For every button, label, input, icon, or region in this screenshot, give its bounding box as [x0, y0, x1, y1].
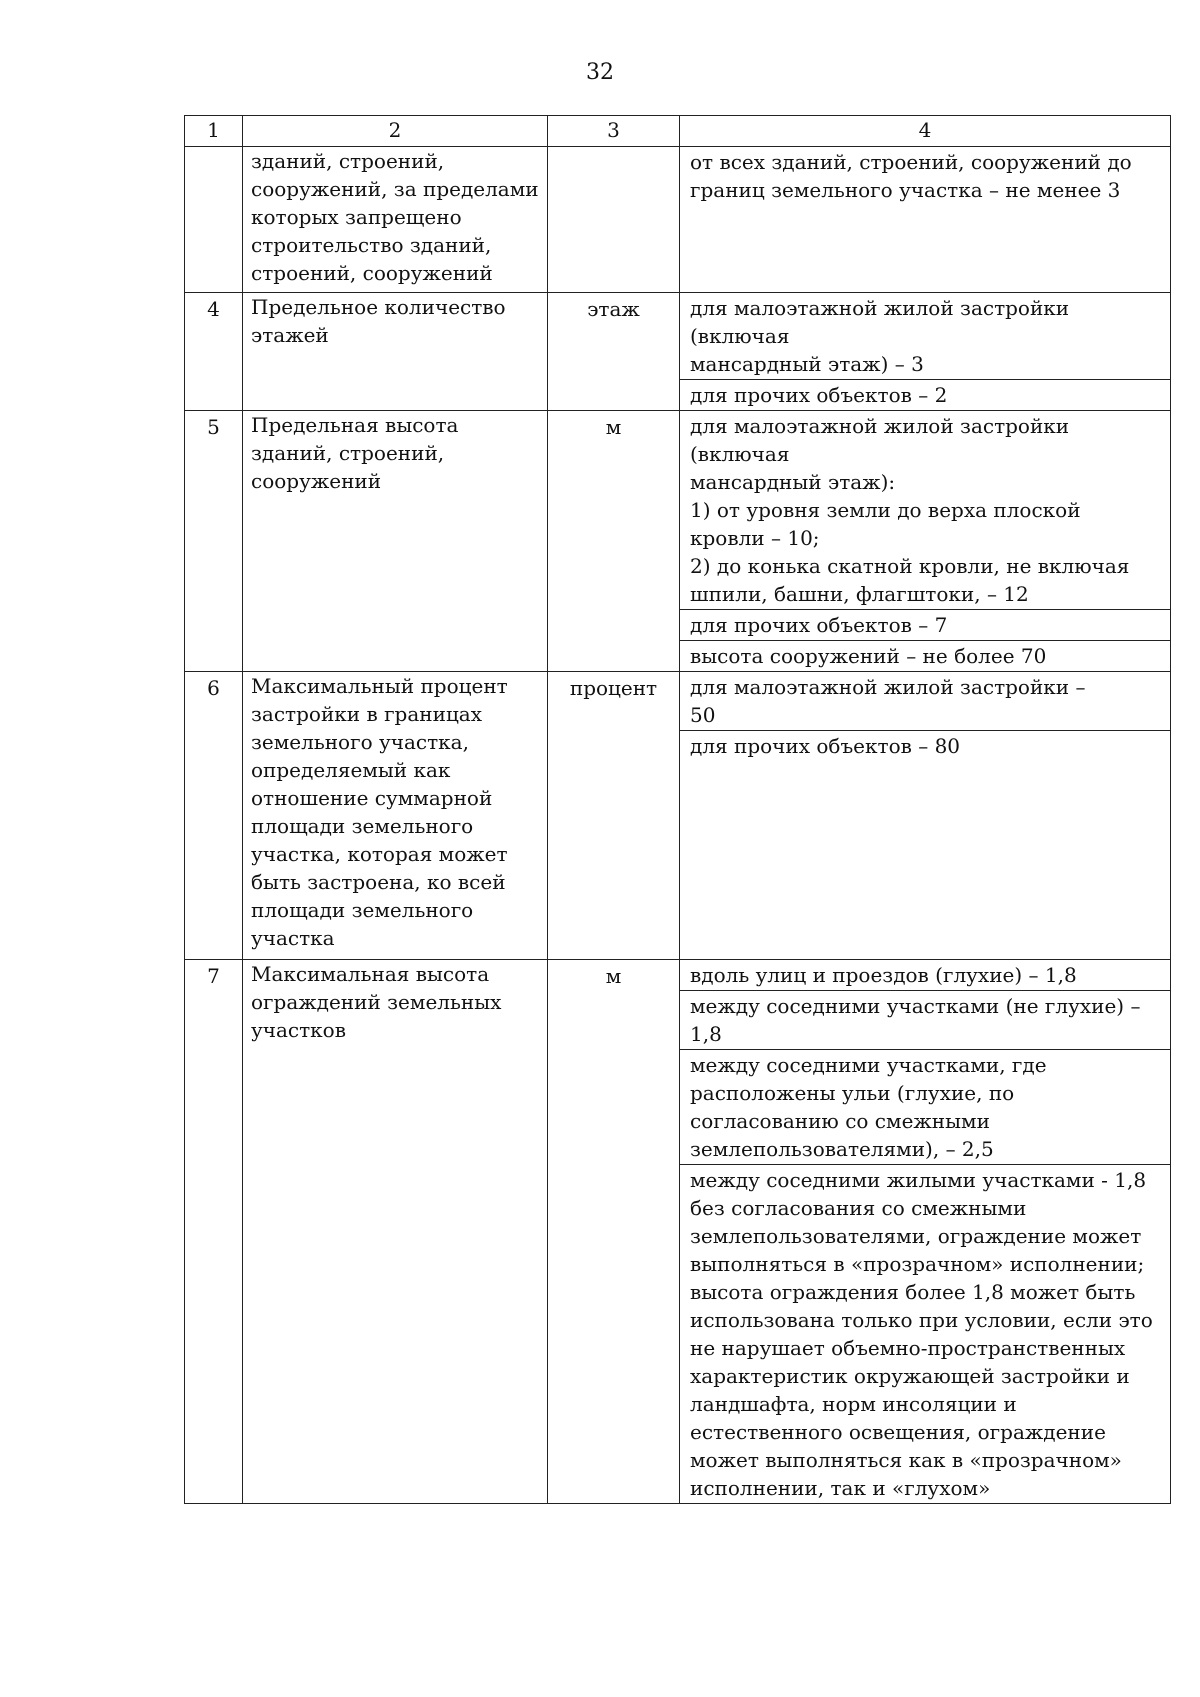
value-text: между соседними участками, где расположены ульи (глухие, по согласованию со смежными землепользователями), – 2,5 — [690, 1053, 1047, 1161]
value-text: вдоль улиц и проездов (глухие) – 1,8 — [690, 963, 1077, 987]
value-text: между соседними жилыми участками - 1,8 без согласования со смежными землепользователями, ограждение может выполняться в «прозрачном» исполнении; высота ограждения более 1,8 может быть использована только при условии, если это не нарушает объемно-пространственных характеристик окружающей застройки и ландшафта, норм инсоляции и естественного освещения, ограждение может выполняться как в «прозрачном» исполнении, так и «глухом» — [690, 1168, 1153, 1500]
value-entry — [680, 640, 1170, 671]
column-header: 3 — [548, 116, 680, 147]
row-number — [185, 147, 243, 293]
value-text: для прочих объектов – 80 — [690, 734, 961, 758]
row-name: Максимальная высота ограждений земельных участков — [251, 962, 502, 1042]
row-unit: м — [548, 411, 680, 672]
row-name: Предельное количество этажей — [251, 295, 506, 347]
row-unit: м — [548, 960, 680, 1504]
value-text: между соседними участками (не глухие) – 1,8 — [690, 994, 1141, 1046]
row-unit: этаж — [548, 293, 680, 411]
table-row — [185, 672, 1171, 960]
value-entry — [680, 411, 1170, 609]
value-text: для малоэтажной жилой застройки (включая мансардный этаж) – 3 — [690, 296, 1070, 376]
table-row — [185, 960, 1171, 1504]
value-entry — [680, 672, 1170, 730]
row-name: Предельная высота зданий, строений, сооружений — [251, 413, 459, 493]
value-entry — [680, 1164, 1170, 1503]
row-name-cell — [243, 960, 548, 1504]
row-name: зданий, строений, сооружений, за пределами которых запрещено строительство зданий, строений, сооружений — [251, 149, 539, 285]
value-entry — [680, 609, 1170, 640]
value-text: для прочих объектов – 2 — [690, 383, 948, 407]
value-text: для прочих объектов – 7 — [690, 613, 948, 637]
row-unit: процент — [548, 672, 680, 960]
page-number: 32 — [586, 60, 614, 85]
value-entry — [680, 990, 1170, 1049]
row-values — [680, 960, 1171, 1504]
value-text: от всех зданий, строений, сооружений до границ земельного участка – не менее 3 — [690, 150, 1132, 202]
row-number: 6 — [185, 672, 243, 960]
row-name: Максимальный процент застройки в границах земельного участка, определяемый как отношение суммарной площади земельного участка, которая может быть застроена, ко всей площади земельного участка — [251, 674, 508, 950]
row-name-cell — [243, 411, 548, 672]
table-row — [185, 147, 1171, 293]
value-text: высота сооружений – не более 70 — [690, 644, 1047, 668]
value-entry — [680, 960, 1170, 990]
value-text: для малоэтажной жилой застройки (включая мансардный этаж): 1) от уровня земли до верха плоской кровли – 10; 2) до конька скатной кровли, не включая шпили, башни, флагштоки, – 12 — [690, 414, 1130, 606]
column-header: 1 — [185, 116, 243, 147]
value-text: для малоэтажной жилой застройки – 50 — [690, 675, 1086, 727]
column-header: 4 — [680, 116, 1171, 147]
value-entry — [680, 293, 1170, 379]
row-values — [680, 672, 1171, 960]
row-values — [680, 147, 1171, 293]
value-entry — [680, 1049, 1170, 1164]
row-name-cell — [243, 147, 548, 293]
row-name-cell — [243, 672, 548, 960]
column-header: 2 — [243, 116, 548, 147]
row-number: 4 — [185, 293, 243, 411]
row-name-cell — [243, 293, 548, 411]
table-row — [185, 411, 1171, 672]
value-entry — [680, 379, 1170, 410]
row-values — [680, 411, 1171, 672]
value-entry — [680, 147, 1170, 205]
row-number: 7 — [185, 960, 243, 1504]
row-unit — [548, 147, 680, 293]
row-values — [680, 293, 1171, 411]
table-header-row — [185, 116, 1171, 147]
row-number: 5 — [185, 411, 243, 672]
table-row — [185, 293, 1171, 411]
value-entry — [680, 730, 1170, 761]
regulations-table — [184, 115, 1171, 1504]
